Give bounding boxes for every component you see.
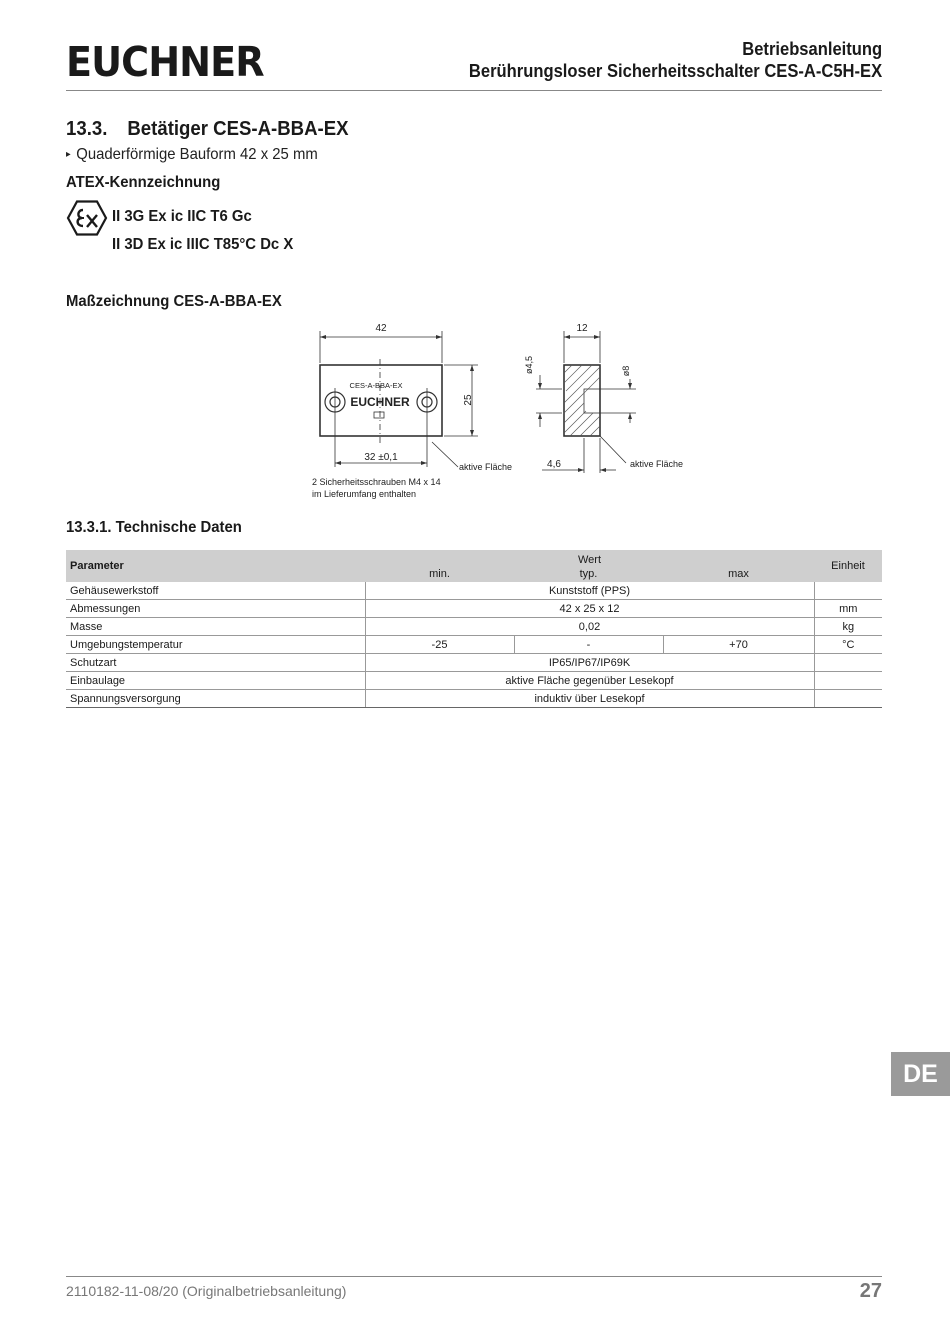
param-cell: Masse	[66, 618, 365, 636]
unit-cell	[814, 654, 882, 672]
bullet-arrow-icon: ▸	[66, 149, 71, 160]
document-title-line2: Berührungsloser Sicherheitsschalter CES-A-C5H-EX	[468, 61, 882, 81]
drawing-heading: Maßzeichnung CES-A-BBA-EX	[66, 293, 282, 310]
dim-d8-label: ø8	[621, 365, 631, 377]
value-cell: Kunststoff (PPS)	[365, 582, 814, 600]
active-surface-front-label: aktive Fläche	[459, 462, 513, 472]
language-tab: DE	[891, 1052, 950, 1096]
typ-cell: -	[514, 636, 663, 654]
document-title-line1: Betriebsanleitung	[742, 39, 882, 59]
table-row	[66, 582, 882, 600]
param-cell: Einbaulage	[66, 672, 365, 690]
bullet-item	[66, 146, 318, 164]
part-label: CES-A-BBA-EX	[349, 381, 403, 390]
atex-marking-gas: II 3G Ex ic IIC T6 Gc	[112, 208, 252, 225]
dimension-drawing-svg	[300, 315, 700, 510]
part-brand-label: EUCHNER	[350, 395, 410, 409]
header-max: max	[663, 566, 814, 582]
dim-width-label: 42	[375, 323, 387, 334]
header-min: min.	[365, 566, 514, 582]
dim-46-label: 4,6	[547, 459, 561, 470]
atex-heading: ATEX-Kennzeichnung	[66, 174, 221, 191]
param-cell: Spannungsversorgung	[66, 690, 365, 708]
atex-marking-dust: II 3D Ex ic IIIC T85°C Dc X	[112, 236, 294, 253]
ex-hexagon-icon	[66, 200, 108, 236]
dim-depth-label: 12	[576, 323, 588, 334]
header-typ: typ.	[514, 566, 663, 582]
param-cell: Schutzart	[66, 654, 365, 672]
tech-table	[66, 550, 882, 708]
unit-cell	[814, 582, 882, 600]
param-cell: Umgebungstemperatur	[66, 636, 365, 654]
section-title-text: Betätiger CES-A-BBA-EX	[127, 118, 349, 140]
header-divider	[66, 90, 882, 91]
header-unit: Einheit	[814, 550, 882, 582]
page-number: 27	[859, 1280, 882, 1302]
table-row	[66, 636, 882, 654]
dimension-drawing	[300, 315, 700, 510]
unit-cell: kg	[814, 618, 882, 636]
param-cell: Gehäusewerkstoff	[66, 582, 365, 600]
table-row	[66, 600, 882, 618]
unit-cell	[814, 690, 882, 708]
header-parameter: Parameter	[66, 550, 365, 582]
param-cell: Abmessungen	[66, 600, 365, 618]
unit-cell: mm	[814, 600, 882, 618]
dim-holes-label: 32 ±0,1	[364, 452, 398, 463]
active-surface-side-label: aktive Fläche	[630, 459, 684, 469]
table-row	[66, 672, 882, 690]
value-cell: 0,02	[365, 618, 814, 636]
footer-doc-id: 2110182-11-08/20 (Originalbetriebsanleitung)	[66, 1283, 347, 1299]
document-title	[469, 38, 882, 82]
table-row	[66, 618, 882, 636]
table-row	[66, 654, 882, 672]
dim-height-label: 25	[463, 394, 474, 406]
value-cell: 42 x 25 x 12	[365, 600, 814, 618]
value-cell: aktive Fläche gegenüber Lesekopf	[365, 672, 814, 690]
max-cell: +70	[663, 636, 814, 654]
table-row	[66, 690, 882, 708]
value-cell: induktiv über Lesekopf	[365, 690, 814, 708]
value-cell: IP65/IP67/IP69K	[365, 654, 814, 672]
tech-data-table	[66, 550, 882, 708]
section-heading	[66, 118, 349, 141]
footer-divider	[66, 1276, 882, 1277]
section-number: 13.3.	[66, 118, 108, 140]
unit-cell	[814, 672, 882, 690]
euchner-logo: EUCHNER	[66, 38, 264, 86]
dim-d45-label: ø4,5	[524, 355, 534, 375]
tech-data-heading: 13.3.1. Technische Daten	[66, 519, 242, 536]
min-cell: -25	[365, 636, 514, 654]
screws-note-line1: 2 Sicherheitsschrauben M4 x 14	[312, 477, 441, 487]
unit-cell: °C	[814, 636, 882, 654]
screws-note-line2: im Lieferumfang enthalten	[312, 489, 417, 499]
bullet-text: Quaderförmige Bauform 42 x 25 mm	[76, 146, 318, 163]
header-value: Wert	[365, 550, 814, 566]
